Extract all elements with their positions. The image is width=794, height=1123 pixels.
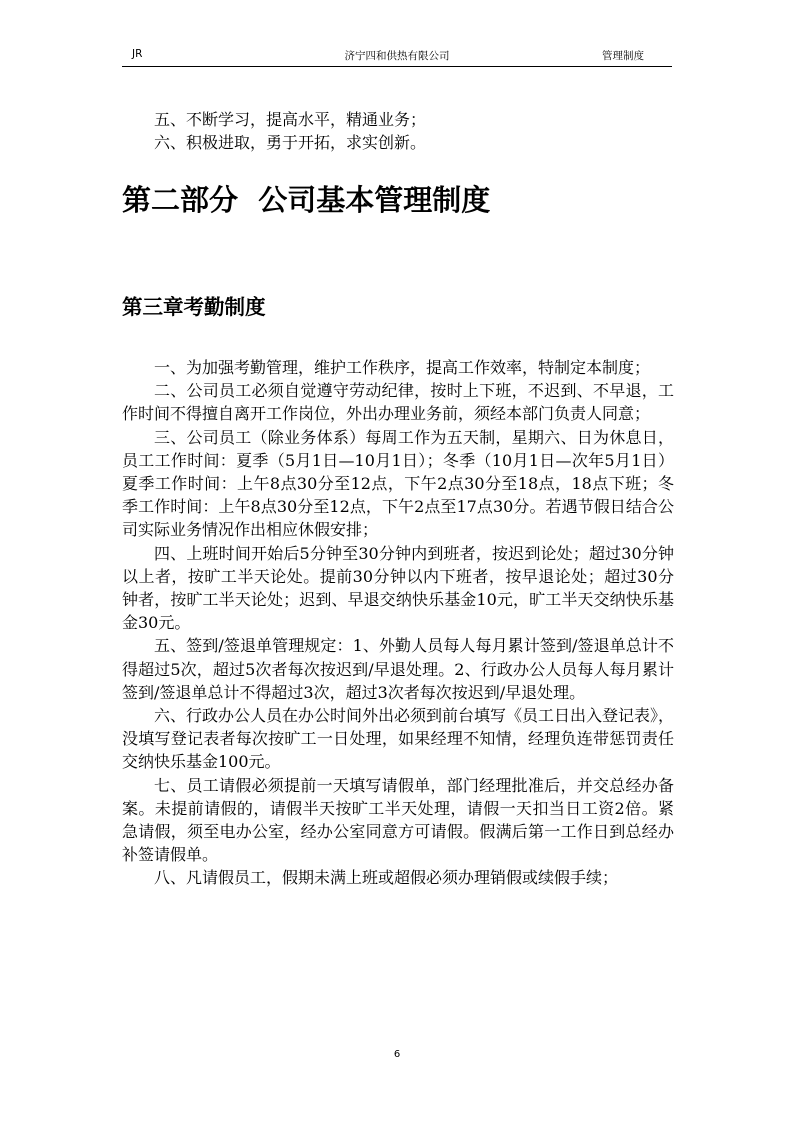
rule-paragraph: 八、凡请假员工，假期未满上班或超假必须办理销假或续假手续； bbox=[154, 868, 619, 888]
page-header bbox=[122, 44, 672, 67]
attendance-rules bbox=[122, 356, 674, 890]
rule-paragraph: 六、行政办公人员在办公时间外出必须到前台填写《员工日出入登记表》，没填写登记表者每次按旷工一日处理，如果经理不知情，经理负连带惩罚责任交纳快乐基金100元。 bbox=[122, 706, 675, 772]
intro-paragraphs bbox=[122, 108, 674, 154]
rule-paragraph: 二、公司员工必须自觉遵守劳动纪律，按时上下班，不迟到、不早退，工作时间不得擅自离开工作岗位，外出办理业务前，须经本部门负责人同意； bbox=[122, 381, 674, 424]
header-section-name: 管理制度 bbox=[602, 50, 644, 62]
intro-item: 六、积极进取，勇于开拓，求实创新。 bbox=[154, 133, 427, 153]
rule-paragraph: 三、公司员工（除业务体系）每周工作为五天制，星期六、日为休息日，员工工作时间：夏季（5月1日—10月1日）；冬季（10月1日—次年5月1日）夏季工作时间：上午8点30分至12点，下午2点30分至18点，18点下班；冬季工作时间：上午8点30分至12点，下午2点至17点30分。若遇节假日结合公司实际业务情况作出相应休假安排； bbox=[122, 427, 674, 540]
chapter-title: 第三章考勤制度 bbox=[122, 295, 266, 319]
header-left-text: JR bbox=[132, 48, 143, 60]
page-number: 6 bbox=[393, 1049, 401, 1060]
header-company-name: 济宁四和供热有限公司 bbox=[344, 50, 450, 62]
rule-paragraph: 四、上班时间开始后5分钟至30分钟内到班者，按迟到论处；超过30分钟以上者，按旷工半天论处。提前30分钟以内下班者，按早退论处；超过30分钟者，按旷工半天论处；迟到、早退交纳快乐基金10元，旷工半天交纳快乐基金30元。 bbox=[122, 543, 674, 633]
rule-paragraph: 五、签到/签退单管理规定：1、外勤人员每人每月累计签到/签退单总计不得超过5次，超过5次者每次按迟到/早退处理。2、行政办公人员每人每月累计签到/签退单总计不得超过3次，超过3次者每次按迟到/早退处理。 bbox=[122, 636, 674, 702]
intro-item: 五、不断学习，提高水平，精通业务； bbox=[154, 110, 427, 129]
part-title: 第二部分 公司基本管理制度 bbox=[122, 183, 491, 217]
rule-paragraph: 一、为加强考勤管理，维护工作秩序，提高工作效率，特制定本制度； bbox=[154, 358, 651, 377]
rule-paragraph: 七、员工请假必须提前一天填写请假单，部门经理批准后，并交总经办备案。未提前请假的，请假半天按旷工半天处理，请假一天扣当日工资2倍。紧急请假，须至电办公室，经办公室同意方可请假。假满后第一工作日到总经办补签请假单。 bbox=[122, 775, 674, 865]
